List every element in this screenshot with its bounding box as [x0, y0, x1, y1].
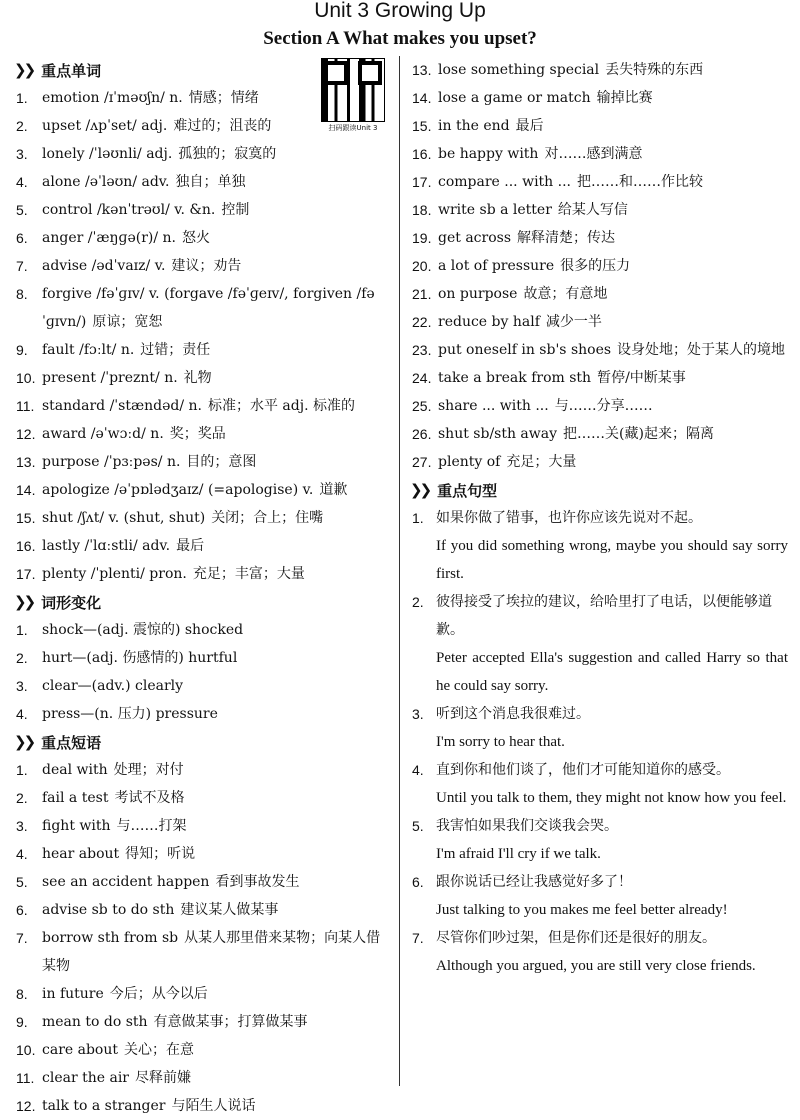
item-english: mean to do sth [42, 1014, 148, 1030]
item-english: shut sb/sth away [438, 426, 558, 442]
item-english: press—(n. 压力) pressure [42, 706, 218, 722]
phrase-item [14, 924, 392, 980]
left-column [14, 56, 392, 1120]
item-chinese: 暂停/中断某事 [597, 370, 686, 386]
item-number: 4. [412, 762, 424, 778]
item-chinese: 关心；在意 [124, 1042, 194, 1058]
vocabulary-item [14, 364, 392, 392]
phrase-item [410, 280, 788, 308]
item-number: 4. [16, 706, 28, 722]
vocabulary-heading-label: 重点单词 [41, 61, 102, 80]
item-number: 4. [16, 174, 28, 190]
item-english: emotion /ɪˈməʊʃn/ n. [42, 90, 183, 106]
vocabulary-item [14, 140, 392, 168]
item-number: 17. [16, 566, 36, 582]
item-number: 27. [412, 454, 432, 470]
item-number: 1. [16, 90, 28, 106]
sentence-english: Just talking to you makes me feel better already! [436, 902, 728, 918]
sentence-chinese: 如果你做了错事，也许你应该先说对不起。 [436, 510, 702, 526]
sentence-chinese: 跟你说话已经让我感觉好多了！ [436, 874, 632, 890]
sentence-item [410, 700, 788, 756]
item-chinese: 充足；大量 [506, 454, 577, 470]
phrase-item [14, 1092, 392, 1120]
item-number: 23. [412, 342, 432, 358]
item-english: borrow sth from sb [42, 930, 179, 946]
item-english: award /əˈwɔːd/ n. [42, 426, 164, 442]
sentences-heading-label: 重点句型 [437, 481, 498, 500]
item-number: 1. [412, 510, 424, 526]
phrases-heading [14, 728, 392, 756]
phrase-item [14, 812, 392, 840]
item-english: hear about [42, 846, 120, 862]
phrases-list-left [14, 756, 392, 1120]
item-number: 2. [16, 118, 28, 134]
item-chinese: 看到事故发生 [215, 874, 300, 890]
item-number: 3. [16, 146, 28, 162]
sentence-english: If you did something wrong, maybe you should say sorry first. [436, 538, 788, 582]
item-chinese: 与陌生人说话 [171, 1098, 256, 1114]
sentence-chinese: 尽管你们吵过架，但是你们还是很好的朋友。 [436, 930, 716, 946]
sentence-english: I'm afraid I'll cry if we talk. [436, 846, 601, 862]
item-number: 19. [412, 230, 432, 246]
item-chinese: 减少一半 [545, 314, 602, 330]
sentence-item [410, 756, 788, 812]
item-english: plenty /ˈplenti/ pron. [42, 566, 187, 582]
item-number: 8. [16, 286, 28, 302]
item-english: lose a game or match [438, 90, 591, 106]
item-chinese: 得知；听说 [125, 846, 196, 862]
item-number: 20. [412, 258, 432, 274]
item-number: 24. [412, 370, 432, 386]
vocabulary-item [14, 112, 392, 140]
vocabulary-item [14, 560, 392, 588]
item-chinese: 把……和……作比较 [577, 174, 703, 190]
item-english: clear the air [42, 1070, 129, 1086]
phrase-item [410, 224, 788, 252]
item-number: 7. [412, 930, 424, 946]
item-number: 16. [412, 146, 432, 162]
item-number: 6. [412, 874, 424, 890]
item-english: care about [42, 1042, 118, 1058]
item-number: 11. [16, 1070, 35, 1086]
phrase-item [410, 252, 788, 280]
phrase-item [410, 308, 788, 336]
item-number: 9. [16, 1014, 28, 1030]
item-english: see an accident happen [42, 874, 210, 890]
item-english: deal with [42, 762, 108, 778]
sentence-english: I'm sorry to hear that. [436, 734, 565, 750]
sentence-english: Although you argued, you are still very close friends. [436, 958, 756, 974]
item-english: in the end [438, 118, 510, 134]
phrase-item [410, 56, 788, 84]
item-number: 3. [412, 706, 424, 722]
item-chinese: 最后 [176, 538, 205, 554]
item-english: forgive /fəˈɡɪv/ v. (forgave /fəˈɡeɪv/, forgiven /fəˈɡɪvn/) [42, 286, 375, 330]
phrase-item [410, 336, 788, 364]
item-number: 26. [412, 426, 432, 442]
item-number: 2. [16, 790, 28, 806]
phrase-item [410, 420, 788, 448]
item-english: advise sb to do sth [42, 902, 175, 918]
phrase-item [14, 1064, 392, 1092]
phrases-heading-label: 重点短语 [41, 733, 102, 752]
vocabulary-heading [14, 56, 392, 84]
item-chinese: 独自；单独 [175, 174, 246, 190]
item-chinese: 怒火 [182, 230, 210, 246]
item-english: plenty of [438, 454, 501, 470]
item-english: fault /fɔːlt/ n. [42, 342, 135, 358]
item-english: fail a test [42, 790, 109, 806]
item-english: lose something special [438, 62, 600, 78]
phrase-item [410, 364, 788, 392]
item-english: take a break from sth [438, 370, 592, 386]
item-number: 5. [412, 818, 424, 834]
item-english: standard /ˈstændəd/ n. [42, 398, 202, 414]
phrase-item [14, 1008, 392, 1036]
vocabulary-item [14, 336, 392, 364]
item-english: lastly /ˈlɑːstli/ adv. [42, 538, 171, 554]
item-english: hurt—(adj. 伤感情的) hurtful [42, 650, 238, 666]
item-number: 13. [16, 454, 36, 470]
sentence-chinese: 我害怕如果我们交谈我会哭。 [436, 818, 618, 834]
sentence-item [410, 812, 788, 868]
item-english: advise /ədˈvaɪz/ v. [42, 258, 166, 274]
sentence-item [410, 868, 788, 924]
double-chevron-icon: ❯❯ [14, 593, 34, 611]
item-number: 12. [16, 1098, 36, 1114]
double-chevron-icon: ❯❯ [14, 61, 34, 79]
item-number: 4. [16, 846, 28, 862]
item-english: talk to a stranger [42, 1098, 166, 1114]
item-english: control /kənˈtrəʊl/ v. &n. [42, 202, 216, 218]
vocabulary-item [14, 196, 392, 224]
item-english: share ... with ... [438, 398, 549, 414]
item-number: 25. [412, 398, 432, 414]
section-title: Section A What makes you upset? [263, 28, 537, 49]
phrase-item [410, 112, 788, 140]
item-number: 7. [16, 930, 28, 946]
vocabulary-item [14, 420, 392, 448]
item-english: upset /ʌpˈset/ adj. [42, 118, 168, 134]
item-english: apologize /əˈpɒlədʒaɪz/ (=apologise) v. [42, 482, 314, 498]
phrases-list-right [410, 56, 788, 476]
item-english: reduce by half [438, 314, 540, 330]
item-number: 11. [16, 398, 35, 414]
phrase-item [14, 868, 392, 896]
item-chinese: 礼物 [183, 370, 212, 386]
item-number: 22. [412, 314, 432, 330]
item-number: 10. [16, 1042, 36, 1058]
vocabulary-item [14, 252, 392, 280]
column-divider [399, 56, 400, 1086]
item-number: 5. [16, 874, 28, 890]
sentence-item [410, 924, 788, 980]
vocabulary-item [14, 504, 392, 532]
phrase-item [14, 756, 392, 784]
item-number: 8. [16, 986, 28, 1002]
item-chinese: 控制 [221, 202, 250, 218]
item-number: 2. [412, 594, 424, 610]
unit-title: Unit 3 Growing Up [314, 0, 486, 22]
item-english: compare ... with ... [438, 174, 571, 190]
phrase-item [410, 392, 788, 420]
item-chinese: 尽释前嫌 [135, 1070, 191, 1086]
sentences-heading [410, 476, 788, 504]
item-number: 17. [412, 174, 432, 190]
item-english: write sb a letter [438, 202, 552, 218]
item-number: 14. [412, 90, 432, 106]
sentence-english: Peter accepted Ella's suggestion and called Harry so that he could say sorry. [436, 650, 788, 694]
item-chinese: 输掉比赛 [596, 90, 653, 106]
item-chinese: 奖；奖品 [169, 426, 226, 442]
item-number: 15. [16, 510, 36, 526]
item-chinese: 与……打架 [116, 818, 187, 834]
item-english: get across [438, 230, 512, 246]
item-chinese: 原谅；宽恕 [92, 314, 163, 330]
item-number: 1. [16, 762, 28, 778]
item-number: 9. [16, 342, 28, 358]
item-number: 2. [16, 650, 28, 666]
item-chinese: 过错；责任 [140, 342, 211, 358]
item-number: 5. [16, 202, 28, 218]
phrase-item [14, 896, 392, 924]
item-english: present /ˈpreznt/ n. [42, 370, 178, 386]
item-english: a lot of pressure [438, 258, 555, 274]
item-chinese: 充足；丰富；大量 [192, 566, 305, 582]
item-english: lonely /ˈləʊnli/ adj. [42, 146, 173, 162]
item-number: 6. [16, 230, 28, 246]
sentence-english: Until you talk to them, they might not know how you feel. [436, 790, 787, 806]
item-chinese: 今后；从今以后 [109, 986, 208, 1002]
sentence-chinese: 听到这个消息我很难过。 [436, 706, 590, 722]
item-chinese: 最后 [515, 118, 544, 134]
item-english: anger /ˈæŋɡə(r)/ n. [42, 230, 176, 246]
vocabulary-item [14, 280, 392, 336]
item-english: be happy with [438, 146, 539, 162]
item-english: clear—(adv.) clearly [42, 678, 184, 694]
item-english: in future [42, 986, 104, 1002]
item-chinese: 很多的压力 [560, 258, 631, 274]
word-forms-heading-label: 词形变化 [41, 593, 102, 612]
item-number: 6. [16, 902, 28, 918]
item-number: 15. [412, 118, 432, 134]
sentence-chinese: 彼得接受了埃拉的建议，给哈里打了电话，以便能够道歉。 [436, 594, 772, 638]
phrase-item [410, 84, 788, 112]
sentence-item [410, 504, 788, 588]
item-number: 16. [16, 538, 36, 554]
item-number: 1. [16, 622, 28, 638]
sentences-list [410, 504, 788, 980]
item-chinese: 有意做某事；打算做某事 [153, 1014, 308, 1030]
item-chinese: 与……分享…… [554, 398, 653, 414]
item-chinese: 难过的；沮丧的 [173, 118, 272, 134]
double-chevron-icon: ❯❯ [14, 733, 34, 751]
qr-caption: 扫码跟读Unit 3 [328, 124, 378, 132]
item-number: 14. [16, 482, 36, 498]
word-forms-heading [14, 588, 392, 616]
item-chinese: 道歉 [319, 482, 348, 498]
item-number: 3. [16, 678, 28, 694]
phrase-item [14, 980, 392, 1008]
item-number: 7. [16, 258, 28, 274]
vocabulary-list [14, 84, 392, 588]
item-chinese: 处理；对付 [113, 762, 184, 778]
word-form-item [14, 616, 392, 644]
phrase-item [14, 840, 392, 868]
item-chinese: 故意；有意地 [523, 286, 608, 302]
item-chinese: 标准；水平 adj. 标准的 [207, 398, 355, 414]
item-english: shock—(adj. 震惊的) shocked [42, 622, 244, 638]
item-chinese: 从某人那里借来某物；向某人借某物 [42, 930, 381, 974]
item-chinese: 考试不及格 [114, 790, 185, 806]
phrase-item [410, 196, 788, 224]
item-chinese: 关闭；合上；住嘴 [211, 510, 324, 526]
item-number: 10. [16, 370, 36, 386]
vocabulary-item [14, 476, 392, 504]
item-number: 18. [412, 202, 432, 218]
item-chinese: 解释清楚；传达 [517, 230, 616, 246]
phrase-item [410, 168, 788, 196]
item-chinese: 把……关(藏)起来；隔离 [563, 426, 714, 442]
item-number: 13. [412, 62, 432, 78]
item-number: 12. [16, 426, 36, 442]
item-chinese: 建议某人做某事 [180, 902, 279, 918]
vocabulary-item [14, 448, 392, 476]
item-english: shut /ʃʌt/ v. (shut, shut) [42, 510, 206, 526]
item-chinese: 孤独的；寂寞的 [178, 146, 277, 162]
item-chinese: 丢失特殊的东西 [605, 62, 704, 78]
phrase-item [410, 140, 788, 168]
item-chinese: 给某人写信 [557, 202, 628, 218]
item-english: fight with [42, 818, 111, 834]
sentence-item [410, 588, 788, 700]
word-form-item [14, 644, 392, 672]
item-english: on purpose [438, 286, 518, 302]
item-chinese: 情感；情绪 [188, 90, 259, 106]
item-english: alone /əˈləʊn/ adv. [42, 174, 170, 190]
item-english: purpose /ˈpɜːpəs/ n. [42, 454, 181, 470]
vocabulary-item [14, 84, 392, 112]
vocabulary-item [14, 168, 392, 196]
item-number: 21. [412, 286, 432, 302]
vocabulary-item [14, 532, 392, 560]
item-chinese: 对……感到满意 [544, 146, 643, 162]
item-chinese: 目的；意图 [186, 454, 257, 470]
item-chinese: 设身处地；处于某人的境地 [617, 342, 786, 358]
item-number: 3. [16, 818, 28, 834]
word-form-item [14, 700, 392, 728]
sentence-chinese: 直到你和他们谈了，他们才可能知道你的感受。 [436, 762, 730, 778]
phrase-item [14, 1036, 392, 1064]
word-form-item [14, 672, 392, 700]
right-column [410, 56, 788, 980]
phrase-item [14, 784, 392, 812]
item-english: put oneself in sb's shoes [438, 342, 612, 358]
double-chevron-icon: ❯❯ [410, 481, 430, 499]
vocabulary-item [14, 392, 392, 420]
phrase-item [410, 448, 788, 476]
item-chinese: 建议；劝告 [171, 258, 242, 274]
word-forms-list [14, 616, 392, 728]
vocabulary-item [14, 224, 392, 252]
